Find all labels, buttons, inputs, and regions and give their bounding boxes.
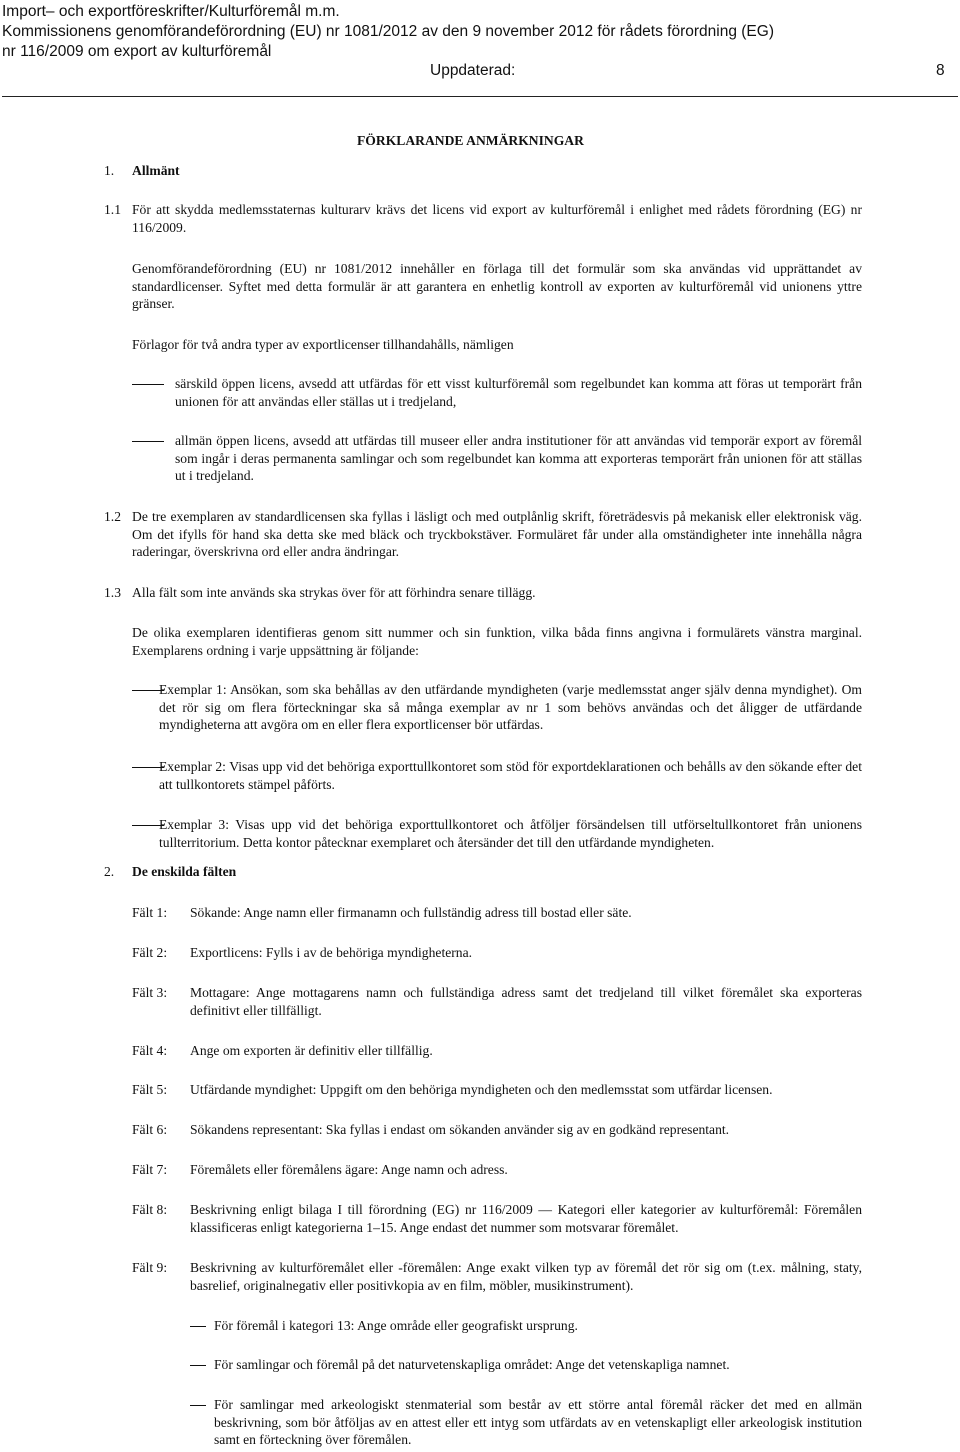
header-divider <box>2 96 958 97</box>
dash-marker <box>190 1405 206 1406</box>
header-line-3: nr 116/2009 om export av kulturföremål <box>2 43 272 60</box>
section-1-heading: Allmänt <box>132 163 180 178</box>
section-1-3-number: 1.3 <box>104 585 121 600</box>
field-7-text: Föremålets eller föremålens ägare: Ange namn och adress. <box>190 1162 508 1177</box>
section-1-2-number: 1.2 <box>104 509 121 524</box>
field-3-text: Mottagare: Ange mottagarens namn och fullständiga adress samt det tredjeland till vilket föremålet ska exporteras definitivt eller tillfälligt. <box>190 985 862 1018</box>
field-6-text: Sökandens representant: Ska fyllas i endast om sökanden använder sig av en godkänd representant. <box>190 1122 730 1137</box>
section-1-2-text: De tre exemplaren av standardlicensen ska fyllas i läsligt och med outplånlig skrift, företrädesvis på mekanisk eller elektronisk väg. Om det ifylls för hand ska detta ske med bläck och tryckbokstäver. Formuläret får under alla omständigheter inte innehålla några raderingar, överskrivna ord eller andra ändringar. <box>132 509 862 559</box>
section-1-number: 1. <box>104 163 115 178</box>
field-2-text: Exportlicens: Fylls i av de behöriga myndigheterna. <box>190 945 473 960</box>
copy-2-description: Exemplar 2: Visas upp vid det behöriga exporttullkontoret som stöd för exportdeklarationen och behålls av den sökande efter det att tullkontorets stämpel påförts. <box>159 759 862 792</box>
field-2-label: Fält 2: <box>132 945 168 960</box>
field-5-text: Utfärdande myndighet: Uppgift om den behöriga myndigheten och den medlemsstat som utfärdar licensen. <box>190 1082 773 1097</box>
dash-marker <box>132 384 164 385</box>
header-line-2: Kommissionens genomförandeförordning (EU) nr 1081/2012 av den 9 november 2012 för rådets förordning (EG) <box>2 23 774 40</box>
paragraph-exemplar: De olika exemplaren identifieras genom sitt nummer och sin funktion, vilka båda finns angivna i formulärets vänstra marginal. Exemplarens ordning i varje uppsättning är följande: <box>132 625 862 658</box>
copy-3-description: Exemplar 3: Visas upp vid det behöriga exporttullkontoret och åtföljer försändelsen till utförseltullkontoret från unionens tullterritorium. Detta kontor påtecknar exemplaret och återsänder det till den utfärdande myndigheten. <box>159 817 862 850</box>
field-3-label: Fält 3: <box>132 985 168 1000</box>
dash-marker <box>190 1326 206 1327</box>
field-9-label: Fält 9: <box>132 1260 168 1275</box>
field-1-text: Sökande: Ange namn eller firmanamn och fullständig adress till bostad eller säte. <box>190 905 632 920</box>
section-2-heading: De enskilda fälten <box>132 864 237 879</box>
field-8-text: Beskrivning enligt bilaga I till förordning (EG) nr 116/2009 — Kategori eller kategorier av kulturföremål: Föremålen klassificeras enligt kategorierna 1–15. Ange endast det nummer som motsvarar föremålet. <box>190 1202 862 1235</box>
section-1-1-text: För att skydda medlemsstaternas kulturarv krävs det licens vid export av kulturföremål i enlighet med rådets förordning (EG) nr 116/2009. <box>132 202 862 235</box>
page-number: 8 <box>936 62 945 79</box>
copy-1-description: Exemplar 1: Ansökan, som ska behållas av den utfärdande myndigheten (varje medlemsstat anger själv denna myndighet). Om det rör sig om flera förteckningar ska så många exemplar av nr 1 som behövs användas och det åligger de utfärdande myndigheterna att avgöra om en eller flera exportlicenser bör utfärdas. <box>159 682 862 732</box>
field-7-label: Fält 7: <box>132 1162 168 1177</box>
section-2-number: 2. <box>104 864 115 879</box>
field-9-natural-science-note: För samlingar och föremål på det naturvetenskapliga området: Ange det vetenskapliga namnet. <box>214 1357 730 1372</box>
paragraph-forlagor: Förlagor för två andra typer av exportlicenser tillhandahålls, nämligen <box>132 337 514 352</box>
document-title: FÖRKLARANDE ANMÄRKNINGAR <box>357 133 584 148</box>
field-4-label: Fält 4: <box>132 1043 168 1058</box>
dash-marker <box>190 1365 206 1366</box>
field-4-text: Ange om exporten är definitiv eller tillfällig. <box>190 1043 433 1058</box>
paragraph-genomforandeforordning: Genomförandeförordning (EU) nr 1081/2012 innehåller en förlaga till det formulär som ska användas vid upprättandet av standardlicenser. Syftet med detta formulär är att garantera en enhetlig kontroll av exporten av kulturföremål vid unionens yttre gränser. <box>132 261 862 311</box>
section-1-1-number: 1.1 <box>104 202 121 217</box>
licence-type-special: särskild öppen licens, avsedd att utfärdas för ett visst kulturföremål som regelbundet kan komma att föras ut temporärt från unionen för att användas eller ställas ut i tredjeland, <box>175 376 862 409</box>
field-9-category-13-note: För föremål i kategori 13: Ange område eller geografiskt ursprung. <box>214 1318 578 1333</box>
field-6-label: Fält 6: <box>132 1122 168 1137</box>
field-8-label: Fält 8: <box>132 1202 168 1217</box>
field-1-label: Fält 1: <box>132 905 168 920</box>
header-line-1: Import– och exportföreskrifter/Kulturföremål m.m. <box>2 3 340 20</box>
section-1-3-text: Alla fält som inte används ska strykas över för att förhindra senare tillägg. <box>132 585 536 600</box>
field-9-text: Beskrivning av kulturföremålet eller -föremålen: Ange exakt vilken typ av föremål det rör sig om (t.ex. målning, staty, basrelief, originalnegativ eller positivkopia av en film, möbler, musikinstrument). <box>190 1260 862 1293</box>
field-9-archaeological-note: För samlingar med arkeologiskt stenmaterial som består av ett större antal föremål räcker det med en allmän beskrivning, som bör åtföljas av en attest eller ett intyg som utfärdats av en vetenskapligt eller arkeologisk institution samt en förteckning över föremålen. <box>214 1397 862 1447</box>
licence-type-general: allmän öppen licens, avsedd att utfärdas till museer eller andra institutioner för att användas vid temporär export av föremål som ingår i deras permanenta samlingar och som regelbundet kan komma att exporteras temporärt från unionen för att ställas ut i tredjeland. <box>175 433 862 483</box>
dash-marker <box>132 441 164 442</box>
updated-label: Uppdaterad: <box>430 62 516 79</box>
field-5-label: Fält 5: <box>132 1082 168 1097</box>
